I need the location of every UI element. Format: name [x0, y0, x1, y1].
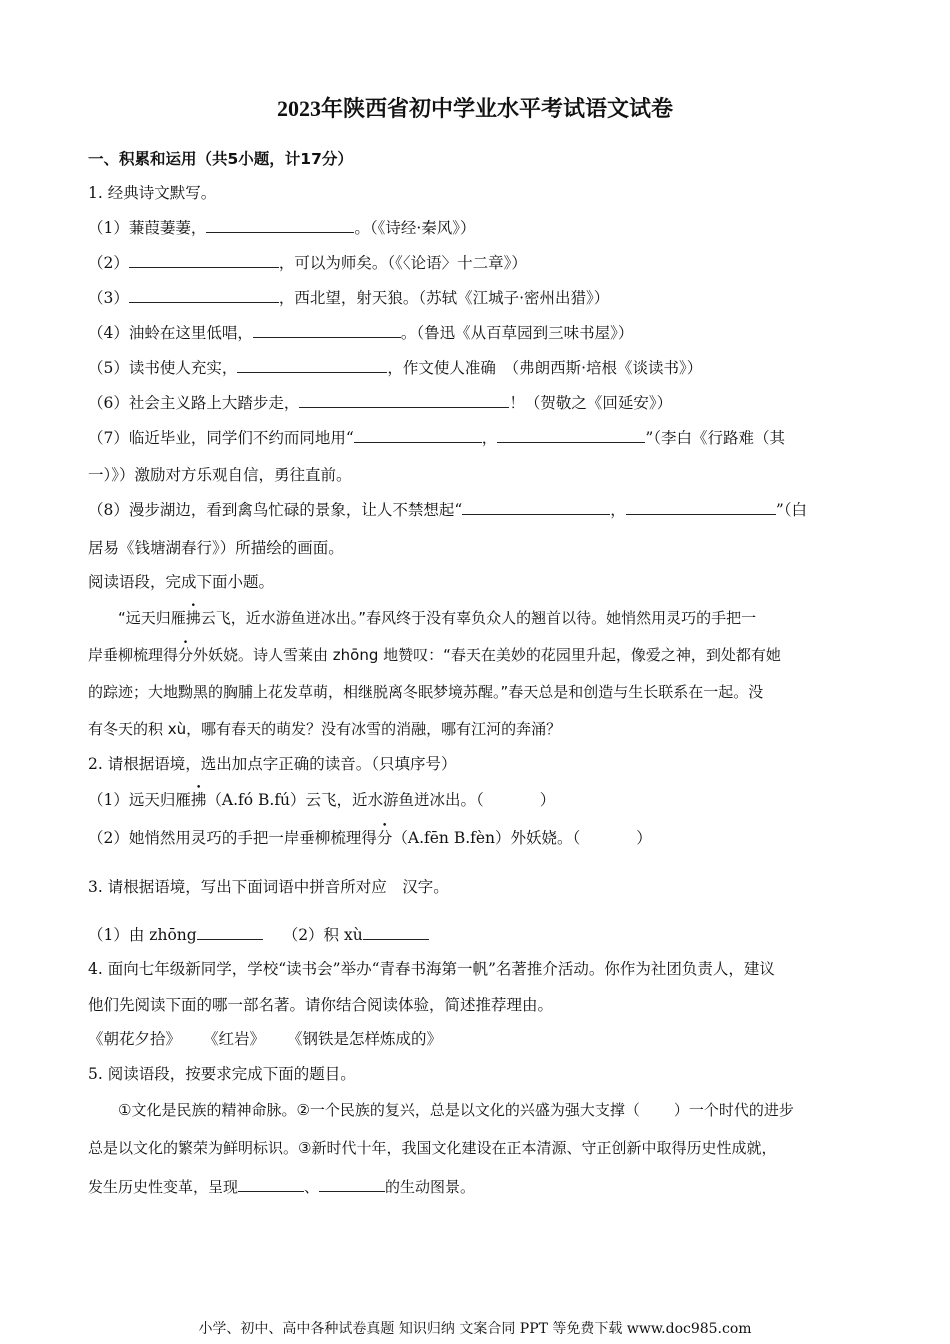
q2-item-2: （2）她悄然用灵巧的手把一岸垂柳梳理得分（A.fēn B.fèn）外妖娆。（ ） [88, 829, 652, 847]
q5-stem: 5. 阅读语段，按要求完成下面的题目。 [88, 1065, 356, 1083]
q3-stem: 3. 请根据语境，写出下面词语中拼音所对应 汉字。 [88, 878, 449, 896]
q1-item-8: （8）漫步湖边，看到禽鸟忙碌的景象，让人不禁想起“ ， ”（白 [88, 498, 807, 521]
passage-line: ①文化是民族的精神命脉。②一个民族的复兴，总是以文化的兴盛为强大支撑（ ）一个时代的进步 [118, 1101, 794, 1119]
q1-item-8-cont: 居易《钱塘湖春行》）所描绘的画面。 [88, 539, 344, 557]
answer-blank[interactable] [497, 426, 645, 443]
dotted-char: 分 [376, 829, 393, 847]
book-title: 《朝花夕拾》 [88, 1030, 182, 1048]
q2-item-1: （1）远天归雁拂（A.fó B.fú）云飞，近水游鱼迸冰出。（ ） [88, 791, 556, 809]
exam-title: 2023年陕西省初中学业水平考试语文试卷 [276, 96, 673, 121]
q4-stem-cont: 他们先阅读下面的哪一部名著。请你结合阅读体验，简述推荐理由。 [88, 996, 554, 1014]
passage-line: “远天归雁拂云飞，近水游鱼迸冰出。”春风终于没有辜负众人的翘首以待。她悄然用灵巧的手把一 [118, 609, 757, 627]
q1-stem: 1. 经典诗文默写。 [88, 184, 217, 202]
footer-text: 小学、初中、高中各种试卷真题 知识归纳 文案合同 PPT 等免费下载 www.doc985.com [198, 1321, 752, 1337]
answer-blank[interactable] [626, 498, 776, 515]
passage-line: 的踪迹；大地黝黑的胸脯上花发草萌，相继脱离冬眠梦境苏醒。”春天总是和创造与生长联系在一起。没 [88, 683, 764, 701]
answer-blank[interactable] [319, 1175, 385, 1192]
q1-item-4: （4）油蛉在这里低唱， 。（鲁迅《从百草园到三味书屋》） [88, 321, 633, 344]
answer-blank[interactable] [237, 356, 387, 373]
q1-item-2: （2） ，可以为师矣。（《〈论语〉十二章》） [88, 251, 527, 274]
book-list [88, 1028, 442, 1050]
q3-items: （1）由 zhōng （2）积 xù [88, 923, 429, 946]
answer-blank[interactable] [238, 1175, 304, 1192]
answer-blank[interactable] [462, 498, 610, 515]
passage-line: 发生历史性变革，呈现 、 的生动图景。 [88, 1175, 475, 1198]
q1-item-6: （6）社会主义路上大踏步走， ！（贺敬之《回延安》） [88, 391, 672, 414]
book-title: 《红岩》 [203, 1030, 266, 1048]
q1-item-5: （5）读书使人充实， ，作文使人准确 （弗朗西斯·培根《谈读书》） [88, 356, 702, 379]
passage-line: 有冬天的积 xù，哪有春天的萌发？没有冰雪的消融，哪有江河的奔涌？ [88, 720, 562, 738]
dotted-char: 拂 [185, 609, 201, 627]
answer-blank[interactable] [129, 251, 279, 268]
answer-blank[interactable] [197, 923, 263, 940]
passage-line: 岸垂柳梳理得分外妖娆。诗人雪莱由 zhōng 地赞叹：“春天在美妙的花园里升起，像爱之神，到处都有她 [88, 646, 781, 664]
q1-item-3: （3） ，西北望，射天狼。（苏轼《江城子·密州出猎》） [88, 286, 609, 309]
section-heading: 一、积累和运用（共5小题，计17分） [88, 150, 353, 168]
dotted-char: 分 [178, 646, 194, 664]
answer-blank[interactable] [354, 426, 482, 443]
book-title: 《钢铁是怎样炼成的》 [287, 1030, 443, 1048]
answer-blank[interactable] [363, 923, 429, 940]
reading-instruction: 阅读语段，完成下面小题。 [88, 573, 275, 591]
passage-line: 总是以文化的繁荣为鲜明标识。③新时代十年，我国文化建设在正本清源、守正创新中取得历史性成就， [88, 1139, 777, 1157]
q2-stem: 2. 请根据语境，选出加点字正确的读音。（只填序号） [88, 755, 457, 773]
answer-blank[interactable] [253, 321, 401, 338]
dotted-char: 拂 [190, 791, 207, 809]
answer-blank[interactable] [206, 216, 354, 233]
q1-item-7: （7）临近毕业，同学们不约而同地用“ ， ”（李白《行路难（其 [88, 426, 785, 449]
answer-blank[interactable] [129, 286, 279, 303]
q4-stem: 4. 面向七年级新同学，学校“读书会”举办“青春书海第一帆”名著推介活动。你作为社团负责人，建议 [88, 960, 775, 978]
q1-item-7-cont: 一）》）激励对方乐观自信，勇往直前。 [88, 466, 352, 484]
answer-blank[interactable] [299, 391, 509, 408]
q1-item-1: （1）蒹葭萋萋， 。（《诗经·秦风》） [88, 216, 476, 239]
